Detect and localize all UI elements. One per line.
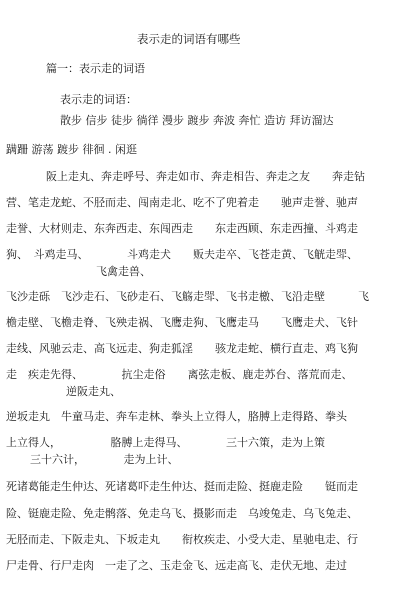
text-line: 阪上走丸、奔走呼号、奔走如市、奔走相告、奔走之友 奔走钻 [46, 170, 365, 183]
text-line: 险、铤鹿走险、免走鹘落、免走乌飞、摄影而走 乌竣兔走、乌飞兔走、 [6, 507, 358, 520]
text-line: 檐走壁、飞檐走脊、飞殃走祸、飞鹰走狗、飞鹰走马 飞鹰走犬、飞针 [6, 316, 358, 329]
text-line: 三十六计， 走为上计、 [30, 453, 179, 466]
text-line: 死诸葛能走生仲达、死诸葛吓走生仲达、挺而走险、挺鹿走险 铤而走 [6, 480, 358, 493]
text-line: 散步 信步 徒步 徜徉 漫步 踱步 奔波 奔忙 造访 拜访溜达 [60, 114, 334, 127]
text-line: 走线、风驰云走、高飞远走、狗走狐淫 骇龙走蛇、横行直走、鸡飞狗 [6, 342, 358, 355]
text-line: 狗、 斗鸡走马、 斗鸡走犬 贩夫走卒、飞苍走黄、飞觥走斝、 [6, 248, 358, 261]
text-line: 营、笔走龙蛇、不胫而走、闯南走北、吃不了兜着走 驰声走誉、驰声 [6, 196, 358, 209]
text-line: 逆阪走丸、 [66, 385, 121, 398]
text-line: 逆坂走丸 牛童马走、奔车走林、拳头上立得人，胳膊上走得路、拳头 [6, 410, 347, 423]
intro-line: 表示走的词语： [60, 93, 137, 106]
text-line: 走誉、大材则走、东奔西走、东闯西走 东走西顾、东走西撞、斗鸡走 [6, 222, 358, 235]
text-line: 走 疾走先得、 抗尘走俗 离弦走板、鹿走苏台、落荒而走、 [6, 368, 353, 381]
text-line: 上立得人， 胳膊上走得马、 三十六策，走为上策 [6, 436, 325, 449]
section-heading: 篇一：表示走的词语 [46, 62, 145, 75]
text-line: 无胫而走、下阪走丸、下坂走丸 衔枚疾走、小受大走、星驰电走、行 [6, 533, 358, 546]
text-line: 飞沙走砾 飞沙走石、飞砂走石、飞觞走斝、飞书走檄、飞沿走壁 飞 [6, 290, 369, 303]
text-line: 飞禽走兽、 [96, 265, 151, 278]
text-line: 尸走骨、行尸走肉 一走了之、玉走金飞、远走高飞、走伏无地、走过 [6, 559, 347, 572]
document-title: 表示走的词语有哪些 [137, 32, 241, 46]
text-line: 蹒跚 游荡 踱步 徘徊 . 闲逛 [6, 143, 137, 156]
